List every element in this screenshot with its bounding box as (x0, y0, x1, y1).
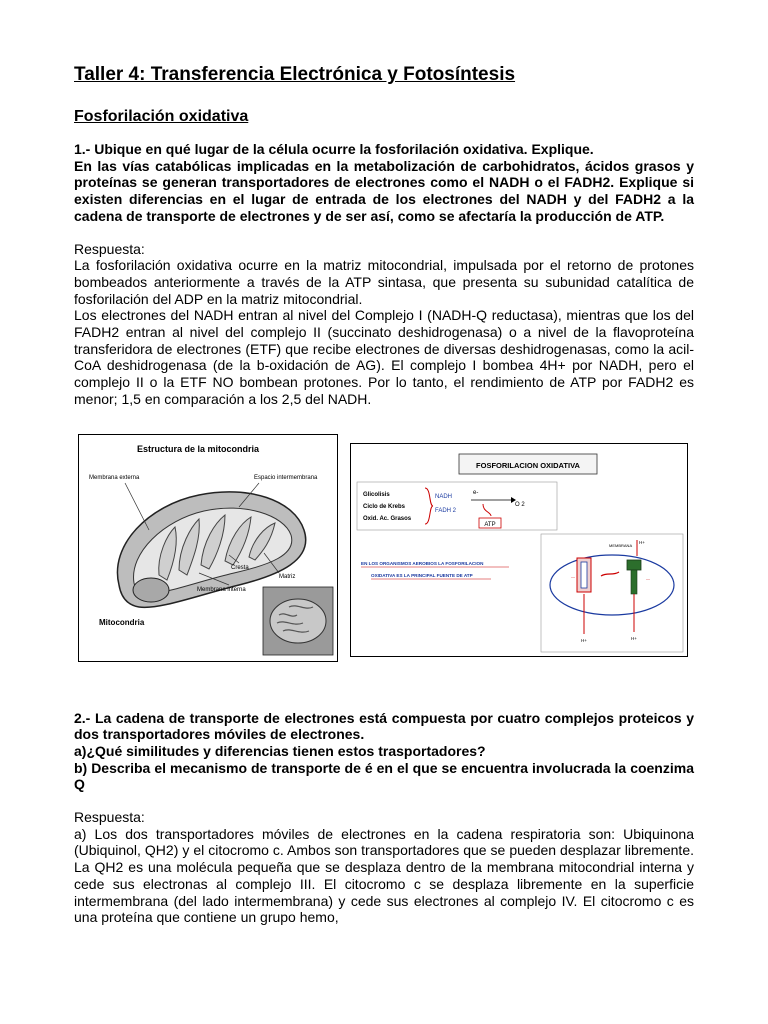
mitochondria-illustration (79, 435, 337, 661)
svg-text:—: — (646, 575, 650, 581)
figure-2-title: FOSFORILACION OXIDATIVA (476, 460, 580, 470)
pathway-krebs: Ciclo de Krebs (363, 503, 406, 510)
answer-1-paragraph: Los electrones del NADH entran al nivel del Complejo I (NADH-Q reductasa), mientras que los del FADH2 entran al nivel del complejo II (succinato deshidrogenasa) o a nivel de la flavoproteína transferidora de electrones (ETF) que recibe electrones de diversas deshidrogenasas, como la acil-CoA deshidrogenasa (de la b-oxidación de AG). El complejo I bombea 4H+ por NADH, pero el complejo II o la ETF NO bombean protones. Por lo tanto, el rendimiento de ATP por FADH2 es menor; 1,5 en comparación a los 2,5 del NADH. (74, 307, 694, 407)
proton-label: H+ (581, 637, 587, 643)
page-title: Taller 4: Transferencia Electrónica y Fotosíntesis (74, 64, 516, 85)
atp-label: ATP (484, 521, 496, 528)
proton-label: H+ (631, 635, 637, 641)
oxygen-label: O 2 (515, 501, 525, 508)
label-cristae: Cresta (231, 564, 249, 571)
proton-label: H+ (639, 539, 645, 545)
answer-1-label: Respuesta: (74, 240, 145, 257)
oxidative-phosphorylation-figure (350, 443, 688, 657)
note-line-2: OXIDATIVA ES LA PRINCIPAL FUENTE DE ATP (371, 572, 473, 578)
label-intermembrane-space: Espacio intermembrana (254, 474, 318, 481)
question-2-line: a)¿Qué similitudes y diferencias tienen estos trasportadores? (74, 742, 486, 759)
figure-1-title: Estructura de la mitocondria (137, 443, 260, 454)
label-outer-membrane: Membrana externa (89, 474, 140, 481)
question-1 (74, 141, 694, 225)
question-2-line: 2.- La cadena de transporte de electrones está compuesta por cuatro complejos proteicos y dos transportadores móviles de electrones. (74, 709, 694, 743)
question-1-line: En las vías catabólicas implicadas en la metabolización de carbohidratos, ácidos grasos y proteínas se generan transportadores de electrones como el NADH o el FADH2. Explique si existen diferencias en el lugar de entrada de los electrones del NADH y del FADH2 a la cadena de transporte de electrones y de ser así, como se afectaría la producción de ATP. (74, 157, 694, 224)
document-page (74, 64, 694, 926)
question-2-line: b) Describa el mecanismo de transporte de é en el que se encuentra involucrada la coenzima Q (74, 759, 694, 793)
label-inner-membrane: Membrana interna (197, 586, 246, 593)
note-line-1: EN LOS ORGANISMOS AEROBIOS LA FOSFORILACION (361, 560, 484, 566)
answer-1-paragraph: La fosforilación oxidativa ocurre en la matriz mitocondrial, impulsada por el retorno de protones bombeados anteriormente a través de la ATP sintasa, que presenta su subunidad catalítica de fosforilación del ADP en la matriz mitocondrial. (74, 257, 694, 307)
membrane-panel (541, 534, 683, 652)
membrane-label: MEMBRANA (609, 542, 633, 548)
pathway-glycolysis: Glicolisis (363, 491, 390, 498)
label-matrix: Matriz (279, 573, 296, 580)
question-2 (74, 710, 694, 794)
oxphos-diagram (351, 444, 687, 656)
figure-1-caption: Mitocondria (99, 617, 145, 627)
atp-synthase-stalk (631, 570, 637, 594)
svg-text:—: — (571, 573, 575, 579)
answer-2-label: Respuesta: (74, 809, 145, 826)
figures-row (74, 434, 694, 664)
carrier-nadh: NADH (435, 493, 453, 500)
question-1-line: 1.- Ubique en qué lugar de la célula ocurre la fosforilación oxidativa. Explique. (74, 140, 594, 157)
answer-2-paragraph: a) Los dos transportadores móviles de electrones en la cadena respiratoria son: Ubiquinona (Ubiquinol, QH2) y el citocromo c. Ambos son transportadores que se pueden desplazar libremente. La QH2 es una molécula pequeña que se desplaza dentro de la membrana mitocondrial interna y cede sus electronas al complejo III. El citocromo c se desplaza libremente en la superficie intermembrana (del lado intermembrana) y cede sus electrones al complejo IV. El citocromo c es una proteína que contiene un grupo hemo, (74, 825, 694, 926)
electron-label: e- (473, 489, 479, 496)
atp-synthase-head (627, 560, 641, 570)
mitochondria-figure (78, 434, 338, 662)
carrier-fadh2: FADH 2 (435, 507, 457, 514)
pathway-fatty-acids: Oxid. Ac. Grasos (363, 515, 412, 522)
section-heading: Fosforilación oxidativa (74, 107, 249, 125)
